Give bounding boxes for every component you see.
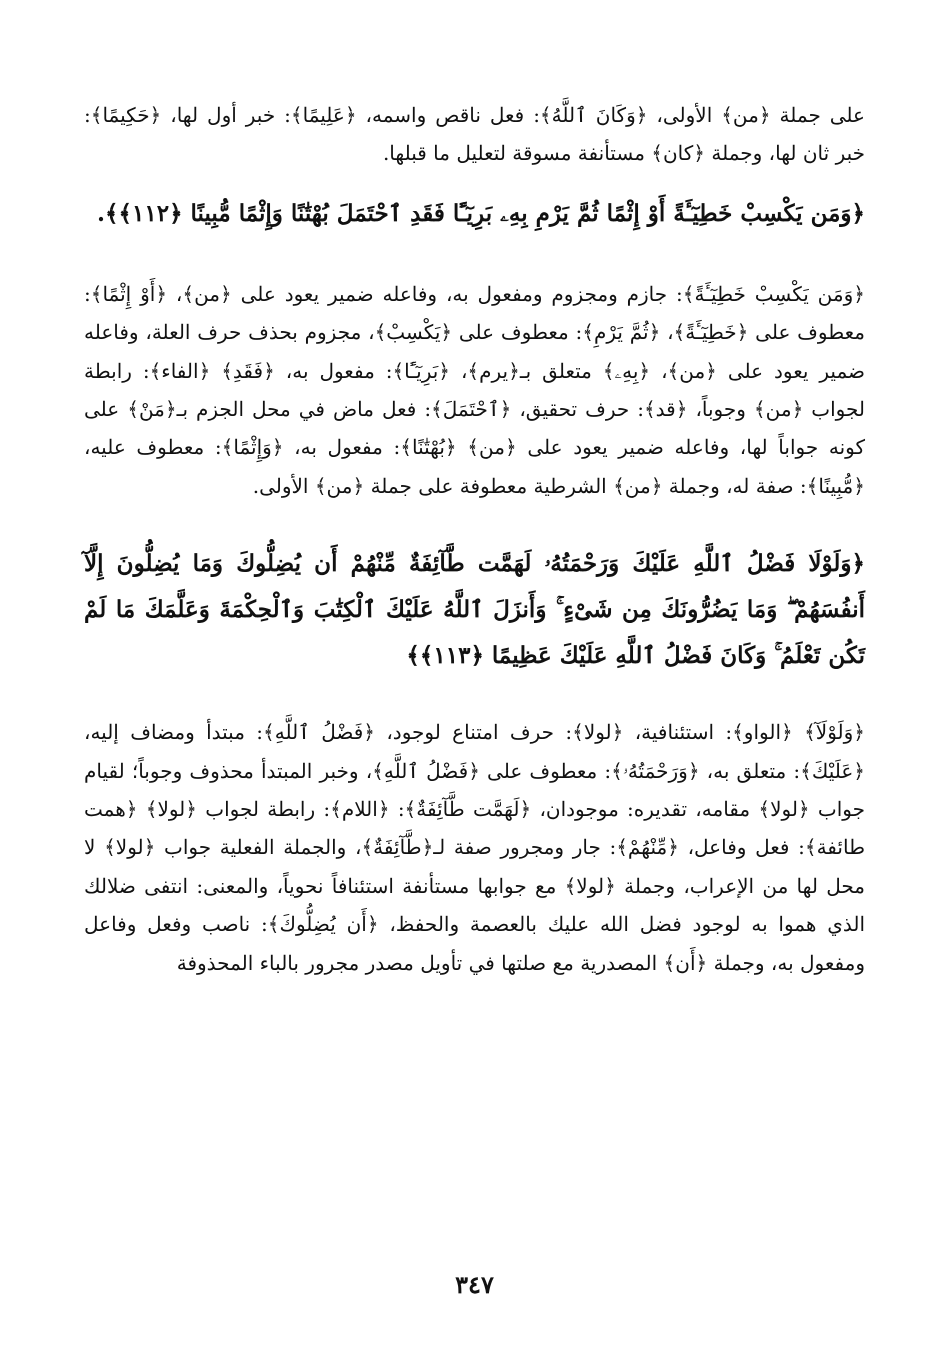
paragraph-analysis-verse-112: ﴿وَمَن يَكْسِبْ خَطِيٓـَٔةً﴾: جازم ومجزوم ومفعول به، وفاعله ضمير يعود على ﴿من﴾، ﴿أَوْ إِثْمًا﴾: معطوف على ﴿خَطِيٓـَٔةً﴾، ﴿ثُمَّ يَرْمِ﴾: معطوف على ﴿يَكْسِبْ﴾، مجزوم بحذف حرف العلة، وفاعله ضمير يعود على ﴿من﴾، ﴿بِهِۦ﴾ متعلق بـ﴿يرم﴾، ﴿بَرِيٓـًٔا﴾: مفعول به، ﴿فَقَدِ﴾ ﴿الفاء﴾: رابطة لجواب ﴿من﴾ وجوباً، ﴿قد﴾: حرف تحقيق، ﴿ٱحْتَمَلَ﴾: فعل ماض في محل الجزم بـ﴿مَنْ﴾ على كونه جواباً لها، وفاعله ضمير يعود على ﴿من﴾ ﴿بُهْتَٰنًا﴾: مفعول به، ﴿وَإِثْمًا﴾: معطوف عليه، ﴿مُّبِينًا﴾: صفة له، وجملة ﴿من﴾ الشرطية معطوفة على جملة ﴿من﴾ الأولى. — [84, 281, 865, 498]
paragraph-analysis-intro: على جملة ﴿من﴾ الأولى، ﴿وَكَانَ ٱللَّهُ﴾: فعل ناقص واسمه، ﴿عَلِيمًا﴾: خبر أول لها، ﴿حَكِيمًا﴾: خبر ثان لها، وجملة ﴿كان﴾ مستأنفة مسوقة لتعليل ما قبلها. — [84, 103, 865, 166]
paragraph-analysis-verse-113: ﴿وَلَوْلَآ﴾ ﴿الواو﴾: استئنافية، ﴿لولا﴾: حرف امتناع لوجود، ﴿فَضْلُ ٱللَّهِ﴾: مبتدأ ومضاف إليه، ﴿عَلَيْكَ﴾: متعلق به، ﴿وَرَحْمَتُهُۥ﴾: معطوف على ﴿فَضْلُ ٱللَّهِ﴾، وخبر المبتدأ محذوف وجوباً؛ لقيام جواب ﴿لولا﴾ مقامه، تقديره: موجودان، ﴿لَهَمَّت طَّآئِفَةٌ﴾: ﴿اللام﴾: رابطة لجواب ﴿لولا﴾ ﴿همت طائفة﴾: فعل وفاعل، ﴿مِّنْهُمْ﴾: جار ومجرور صفة لـ﴿طَّآئِفَةٌ﴾، والجملة الفعلية جواب ﴿لولا﴾ لا محل لها من الإعراب، وجملة ﴿لولا﴾ مع جوابها مستأنفة استئنافاً نحوياً، والمعنى: انتفى ضلالك الذي هموا به لوجود فضل الله عليك بالعصمة والحفظ، ﴿أَن يُضِلُّوكَ﴾: ناصب وفعل وفاعل ومفعول به، وجملة ﴿أَن﴾ المصدرية مع صلتها في تأويل مصدر مجرور بالباء المحذوفة — [84, 720, 865, 975]
quran-verse-112: ﴿وَمَن يَكْسِبْ خَطِيٓـَٔةً أَوْ إِثْمًا ثُمَّ يَرْمِ بِهِۦ بَرِيٓـًٔا فَقَدِ ٱحْتَمَلَ بُهْتَٰنًا وَإِثْمًا مُّبِينًا ﴿١١٢﴾﴾. — [97, 199, 865, 227]
quran-verse-113: ﴿وَلَوْلَا فَضْلُ ٱللَّهِ عَلَيْكَ وَرَحْمَتُهُۥ لَهَمَّت طَّآئِفَةٌ مِّنْهُمْ أَن يُضِلُّوكَ وَمَا يُضِلُّونَ إِلَّآ أَنفُسَهُمْ ۖ وَمَا يَضُرُّونَكَ مِن شَىْءٍ ۚ وَأَنزَلَ ٱللَّهُ عَلَيْكَ ٱلْكِتَٰبَ وَٱلْحِكْمَةَ وَعَلَّمَكَ مَا لَمْ تَكُن تَعْلَمُ ۚ وَكَانَ فَضْلُ ٱللَّهِ عَلَيْكَ عَظِيمًا ﴿١١٣﴾﴾ — [84, 550, 865, 670]
page-number: ٣٤٧ — [455, 1270, 494, 1299]
